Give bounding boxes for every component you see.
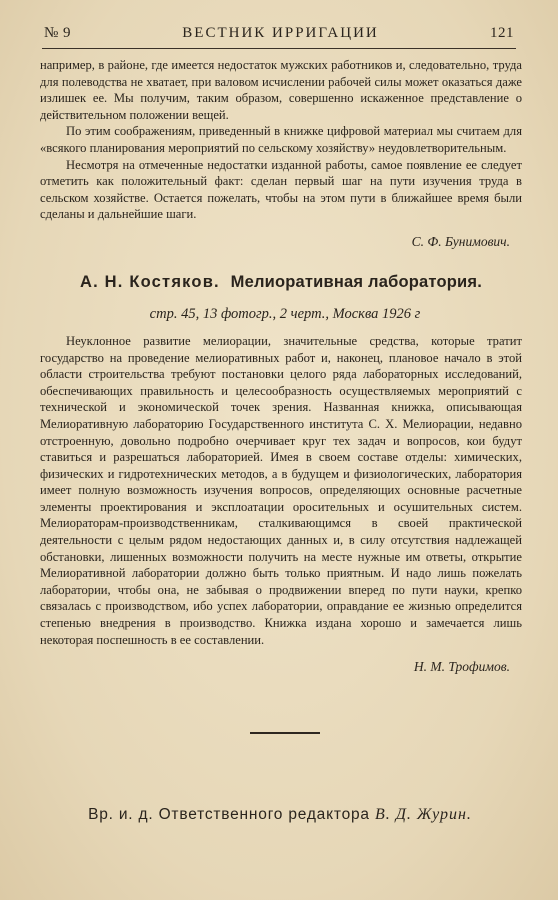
page-number: 121 bbox=[489, 25, 514, 41]
review1-body bbox=[40, 57, 522, 223]
section-divider bbox=[250, 732, 320, 734]
page-header bbox=[44, 24, 514, 42]
review2-heading bbox=[50, 273, 512, 292]
page-footer bbox=[48, 806, 512, 824]
review2-meta: стр. 45, 13 фотогр., 2 черт., Москва 1926 г bbox=[149, 305, 421, 322]
review2-paragraph: Неуклонное развитие мелиорации, значительные средства, которые тратит государство на проведение мелиоративных работ и, наконец, плановое начало в этой области строительства требуют постановки целого ряда лабораторных исследований, обеспечивающих правильность и целесообразность осуществляемых мероприятий с технической и экономической точек зрения. Названная книжка, описывающая Мелиоративную лабораторию Государственного института С. Х. Мелиорации, недавно отстроенную, довольно подробно очерчивает круг тех задач и вопросов, кои будут ставиться и разрешаться лабораторией. Имея в своем составе отделы: химических, физических и гидротехнических методов, а в будущем и физиологических, лаборатория имеет полную возможность изучения вопросов, определяющих основные расчетные элементы проектирования и эксплоатации оросительных и осушительных систем. Мелиораторам-производственникам, сталкивающимся в своей практической деятельности с целым рядом недостающих данных и, в силу отсутствия надлежащей обстановки, лишенных возможности получить на месте нужные им ответы, открытие Мелиоративной лаборатории должно быть только приятным. И надо лишь пожелать лаборатории, чтобы она, не забывая о продвижении вперед по пути науки, крепко связалась с производством, ибо успех лаборатории, оправдание ее жизнью определится степенью внедрения в производство. Книжка издана хорошо и замечается лишь некоторая поспешность в ее составлении. bbox=[40, 333, 522, 647]
footer-text: Вр. и. д. Ответственного редактора bbox=[88, 806, 370, 824]
review2-author: А. Н. Костяков. bbox=[79, 272, 220, 291]
review1-paragraph: Несмотря на отмеченные недостатки изданной работы, самое появление ее следует отметить как положительный факт: сделан первый шаг на пути изучения труда в сельском хозяйстве. Остается пожелать, чтобы на этом пути в ближайшее время были сделаны и дальнейшие шаги. bbox=[40, 157, 522, 222]
issue-number: № 9 bbox=[44, 25, 72, 41]
review1-signature: С. Ф. Бунимович. bbox=[411, 233, 510, 249]
review2-signature: Н. М. Трофимов. bbox=[413, 659, 510, 675]
review2-title: Мелиоративная лаборатория. bbox=[230, 272, 482, 291]
journal-title: ВЕСТНИК ИРРИГАЦИИ bbox=[182, 25, 379, 41]
review1-paragraph: например, в районе, где имеется недостаток мужских работников и, следовательно, труда для полеводства не хватает, при валовом исчислении рабочей силы может оказаться даже излишек ее. Мы получим, таким образом, совершенно искаженное представление о действительном положении вещей. bbox=[40, 58, 522, 122]
footer-editor: В. Д. Журин. bbox=[374, 806, 472, 824]
header-rule bbox=[42, 48, 516, 49]
review1-paragraph: По этим соображениям, приведенный в книжке цифровой материал мы считаем для «всякого планирования мероприятий по сельскому хозяйству» неудовлетворительным. bbox=[40, 124, 522, 155]
